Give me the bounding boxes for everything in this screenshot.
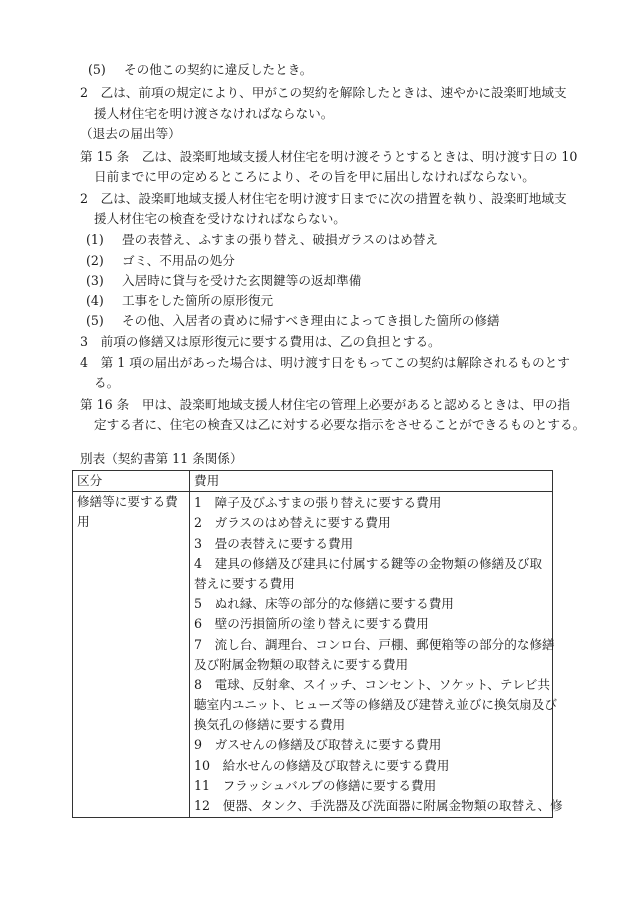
cost-item-continued: 換気孔の修繕に要する費用 (194, 717, 346, 733)
section-heading: （退去の届出等） (80, 126, 181, 141)
measure-text: 工事をした箇所の原形復元 (122, 293, 274, 308)
table-header-cost: 費用 (190, 471, 553, 492)
measure-item (86, 230, 438, 250)
paragraph-line: 援人材住宅を明け渡さなければならない。 (94, 106, 334, 121)
measure-item (86, 291, 273, 311)
table-header-category: 区分 (73, 471, 190, 492)
table-cell-category: 修繕等に要する費用 (73, 492, 190, 818)
measure-number: (4) (86, 293, 104, 308)
table-cell-costs (190, 492, 563, 818)
cost-item: 8 電球、反射傘、スイッチ、コンセント、ソケット、テレビ共 (194, 676, 550, 692)
cost-item: 5 ぬれ縁、床等の部分的な修繕に要する費用 (194, 596, 454, 612)
cost-item: 7 流し台、調理台、コンロ台、戸棚、郵便箱等の部分的な修繕 (194, 636, 555, 652)
measure-text: 入居時に貸与を受けた玄関鍵等の返却準備 (122, 273, 362, 288)
cost-item: 9 ガスせんの修繕及び取替えに要する費用 (194, 737, 442, 753)
cost-item: 6 壁の汚損箇所の塗り替えに要する費用 (194, 616, 429, 632)
measure-item (86, 251, 235, 271)
paragraph-line: 2 乙は、前項の規定により、甲がこの契約を解除したときは、速やかに設楽町地域支 (80, 85, 567, 100)
clause-item (88, 60, 312, 80)
article-line: 第 16 条 甲は、設楽町地域支援人材住宅の管理上必要があると認めるときは、甲の指 (80, 397, 571, 412)
table-row (73, 492, 553, 818)
cost-item-continued: 替えに要する費用 (194, 575, 295, 591)
measure-item (86, 311, 500, 331)
cost-item: 12 便器、タンク、手洗器及び洗面器に附属金物類の取替え、修 (194, 798, 563, 814)
paragraph-line: 2 乙は、設楽町地域支援人材住宅を明け渡す日までに次の措置を執り、設楽町地域支 (80, 191, 567, 206)
article-line: 日前までに甲の定めるところにより、その旨を甲に届出しなければならない。 (94, 169, 535, 184)
table-header-row (73, 471, 553, 492)
measure-number: (3) (86, 273, 104, 288)
paragraph-line: る。 (94, 375, 120, 390)
measure-text: その他、入居者の責めに帰すべき理由によってき損した箇所の修繕 (122, 313, 500, 328)
paragraph-line: 援人材住宅の検査を受けなければならない。 (94, 211, 346, 226)
measure-item (86, 271, 361, 291)
cost-item: 2 ガラスのはめ替えに要する費用 (194, 515, 391, 531)
article-line: 定する者に、住宅の検査又は乙に対する必要な指示をさせることができるものとする。 (94, 417, 586, 432)
cost-item-continued: 聴室内ユニット、ヒューズ等の修繕及び建替え並びに換気扇及び (194, 697, 557, 713)
paragraph-line: 4 第 1 項の届出があった場合は、明け渡す日をもってこの契約は解除されるものとす (80, 355, 570, 370)
cost-item-continued: 及び附属金物類の取替えに要する費用 (194, 656, 409, 672)
cost-item: 11 フラッシュバルブの修繕に要する費用 (194, 777, 437, 793)
measure-number: (5) (86, 313, 104, 328)
cost-item: 10 給水せんの修繕及び取替えに要する費用 (194, 757, 450, 773)
appendix-table (72, 470, 563, 818)
table-title: 別表（契約書第 11 条関係） (80, 451, 243, 466)
measure-number: (2) (86, 253, 104, 268)
cost-item: 1 障子及びふすまの張り替えに要する費用 (194, 495, 442, 511)
measure-number: (1) (86, 232, 104, 247)
article-line: 第 15 条 乙は、設楽町地域支援人材住宅を明け渡そうとするときは、明け渡す日の 10 (80, 149, 578, 164)
measure-text: 畳の表替え、ふすまの張り替え、破損ガラスのはめ替え (122, 232, 438, 247)
cost-item: 4 建具の修繕及び建具に付属する鍵等の金物類の修繕及び取 (194, 555, 543, 571)
paragraph-line: 3 前項の修繕又は原形復元に要する費用は、乙の負担とする。 (80, 334, 441, 349)
measure-text: ゴミ、不用品の処分 (122, 253, 235, 268)
clause-item-number: (5) (88, 62, 106, 77)
cost-item: 3 畳の表替えに要する費用 (194, 535, 354, 551)
clause-item-text: その他この契約に違反したとき。 (124, 62, 313, 77)
